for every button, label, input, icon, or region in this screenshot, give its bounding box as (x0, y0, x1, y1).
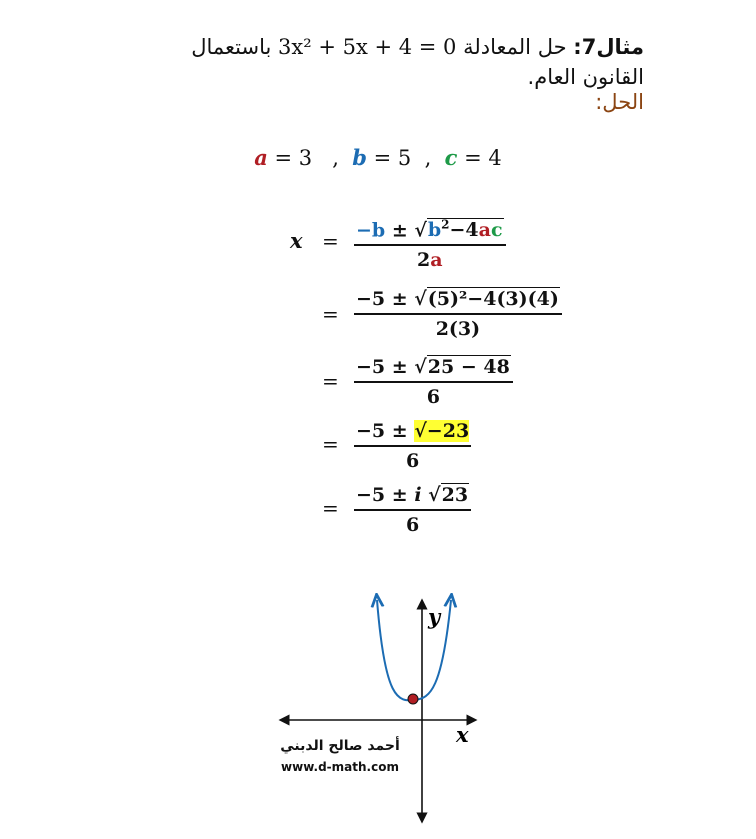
formula-step-1 (354, 218, 506, 271)
step1-rad-a: a (478, 219, 491, 242)
step5-numerator (354, 484, 471, 509)
author-name: أحمد صالح الدبني (280, 738, 400, 754)
equals-sign-2: = (322, 302, 339, 326)
step5-sqrt-symbol: √ (428, 484, 441, 506)
step4-num-prefix: −5 ± (356, 420, 408, 442)
step4-numerator (354, 420, 471, 445)
vertex-point (408, 694, 418, 704)
step3-radicand: 25 − 48 (427, 356, 510, 378)
coef-c-value: = 4 (464, 146, 502, 170)
coef-b-value: = 5 (373, 146, 412, 170)
coefficients-line: a = 3 , b = 5 , c = 4 (254, 145, 502, 170)
step5-denominator: 6 (354, 509, 471, 536)
step5-num-prefix: −5 ± (356, 484, 408, 506)
step4-denominator: 6 (354, 445, 471, 472)
x-axis-label: x (456, 722, 469, 747)
step5-imaginary-i: i (414, 484, 422, 506)
equals-sign-3: = (322, 369, 339, 393)
step2-radicand: (5)²−4(3)(4) (427, 288, 559, 310)
step1-rad-b: b (427, 219, 442, 242)
formula-step-2 (354, 288, 562, 340)
step2-num-prefix: −5 ± √ (356, 288, 427, 310)
formula-step-3 (354, 356, 513, 408)
step1-rad-minus4: −4 (449, 219, 479, 242)
step1-rad-exp: 2 (441, 218, 450, 232)
y-axis-label: y (428, 604, 441, 629)
parabola-graph (270, 590, 490, 825)
example-label: مثال7: (573, 35, 644, 59)
equals-sign-4: = (322, 432, 339, 456)
step2-denominator: 2(3) (354, 313, 562, 340)
step2-numerator (354, 288, 562, 313)
solution-label: الحل: (595, 90, 644, 114)
step3-denominator: 6 (354, 381, 513, 408)
coef-a-value: = 3 (274, 146, 313, 170)
step1-radicand (427, 218, 504, 241)
step1-den-2: 2 (417, 249, 431, 272)
problem-text-after: باستعمال القانون العام. (191, 35, 644, 89)
website-url: www.d-math.com (281, 760, 399, 774)
step1-den-a: a (430, 249, 443, 272)
equals-sign-5: = (322, 496, 339, 520)
problem-equation: 3x² + 5x + 4 = 0 (278, 35, 457, 59)
step1-minus-b: −b (356, 219, 386, 242)
step4-highlighted-radical: √−23 (414, 420, 470, 442)
step1-rad-c: c (490, 219, 503, 242)
formula-step-4 (354, 420, 471, 472)
coef-b-name: b (352, 145, 367, 170)
step1-denominator (354, 244, 506, 271)
coef-a-name: a (254, 145, 268, 170)
step1-numerator (354, 218, 506, 244)
step1-pm-sqrt: ± √ (385, 219, 427, 242)
coef-c-name: c (444, 145, 458, 170)
x-symbol: x (290, 228, 303, 253)
step5-radicand: 23 (441, 484, 469, 506)
step3-num-prefix: −5 ± √ (356, 356, 427, 378)
problem-statement (124, 32, 644, 92)
problem-text-before: حل المعادلة (463, 35, 567, 59)
step3-numerator (354, 356, 513, 381)
equals-sign-1: = (322, 229, 339, 253)
formula-step-5 (354, 484, 471, 536)
